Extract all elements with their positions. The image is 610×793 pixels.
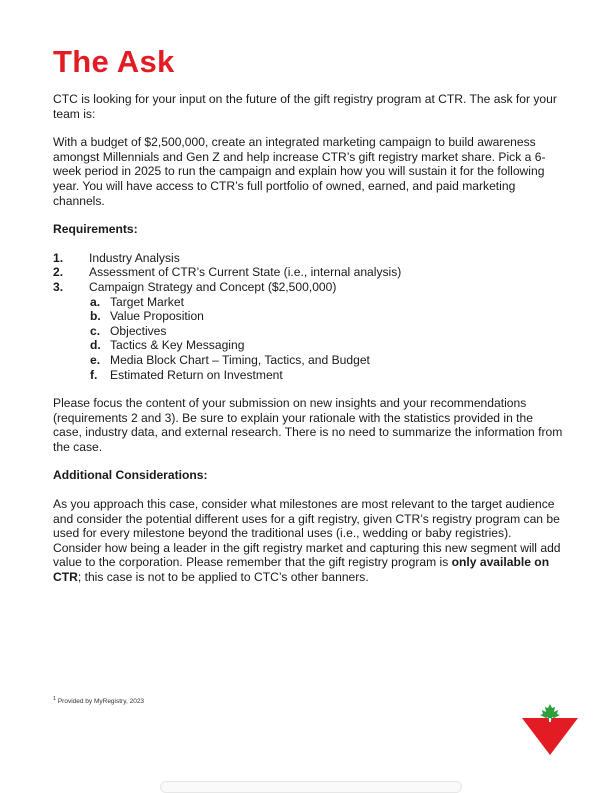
sub-requirement-item (90, 295, 563, 310)
focus-paragraph: Please focus the content of your submission on new insights and your recommendations (requirements 2 and 3). Be sure to explain your rationale with the statistics provided in the case, industry data, and external research. There is no need to summarize the information from the case. (53, 396, 563, 454)
footnote (53, 696, 144, 705)
sub-requirement-item (90, 353, 563, 368)
sub-requirement-item (90, 338, 563, 353)
requirement-number: 2. (53, 265, 64, 280)
sub-requirement-text: Tactics & Key Messaging (110, 338, 245, 353)
requirement-text: Campaign Strategy and Concept ($2,500,000) (89, 279, 337, 294)
requirements-list (53, 251, 563, 382)
requirements-heading: Requirements: (53, 222, 138, 237)
sub-requirement-letter: c. (90, 323, 101, 338)
budget-paragraph: With a budget of $2,500,000, create an integrated marketing campaign to build awareness amongst Millennials and Gen Z and help increase CTR’s gift registry market share. Pick a 6-week period in 2025 to run the campaign and explain how you will sustain it for the following year. You will have access to CTR’s full portfolio of owned, earned, and paid marketing channels. (53, 135, 546, 208)
leaf-stem-shape (549, 718, 551, 722)
footnote-text: Provided by MyRegistry, 2023 (57, 698, 145, 706)
sub-requirement-item (90, 324, 563, 339)
sub-requirement-text: Target Market (110, 294, 184, 309)
sub-requirements-list (89, 295, 563, 383)
considerations-paragraph (53, 497, 563, 585)
sub-requirement-item (90, 368, 563, 383)
sub-requirement-text: Estimated Return on Investment (110, 367, 283, 382)
requirement-text: Industry Analysis (89, 250, 180, 265)
sub-requirement-letter: e. (90, 352, 101, 367)
document-body (53, 92, 563, 585)
sub-requirement-letter: a. (90, 294, 101, 309)
sub-requirement-letter: d. (90, 338, 101, 353)
canadian-tire-triangle-logo-icon (521, 704, 579, 756)
sub-requirement-letter: f. (90, 367, 98, 382)
page-title: The Ask (53, 44, 175, 79)
requirement-item (53, 265, 563, 280)
considerations-bold-text: only available on CTR (53, 555, 550, 585)
requirement-item (53, 251, 563, 266)
requirement-item (53, 280, 563, 382)
considerations-heading: Additional Considerations: (53, 468, 208, 483)
footnote-marker: 1 (53, 696, 57, 702)
maple-leaf-icon (540, 704, 560, 720)
intro-paragraph: CTC is looking for your input on the future of the gift registry program at CTR. The ask for your team is: (53, 92, 557, 121)
requirement-text: Assessment of CTR’s Current State (i.e., internal analysis) (89, 265, 402, 280)
sub-requirement-text: Media Block Chart – Timing, Tactics, and Budget (110, 352, 370, 367)
requirement-number: 1. (53, 250, 64, 265)
sub-requirement-text: Objectives (110, 323, 167, 338)
considerations-text-end: ; this case is not to be applied to CTC’s other banners. (77, 570, 369, 585)
sub-requirement-text: Value Proposition (110, 309, 204, 324)
considerations-text-start: As you approach this case, consider what milestones are most relevant to the target audience and consider the potential different uses for a gift registry, given CTR’s registry program can be used for every milestone beyond the traditional uses (i.e., wedding or baby registries). Consider how being a leader in the gift registry market and capturing this new segment will add value to the corporation. Please remember that the gift registry program is (53, 497, 561, 570)
sub-requirement-letter: b. (90, 309, 101, 324)
sub-requirement-item (90, 309, 563, 324)
logo-triangle-shape (522, 718, 578, 755)
requirement-number: 3. (53, 279, 64, 294)
page-scroll-indicator (160, 781, 462, 793)
